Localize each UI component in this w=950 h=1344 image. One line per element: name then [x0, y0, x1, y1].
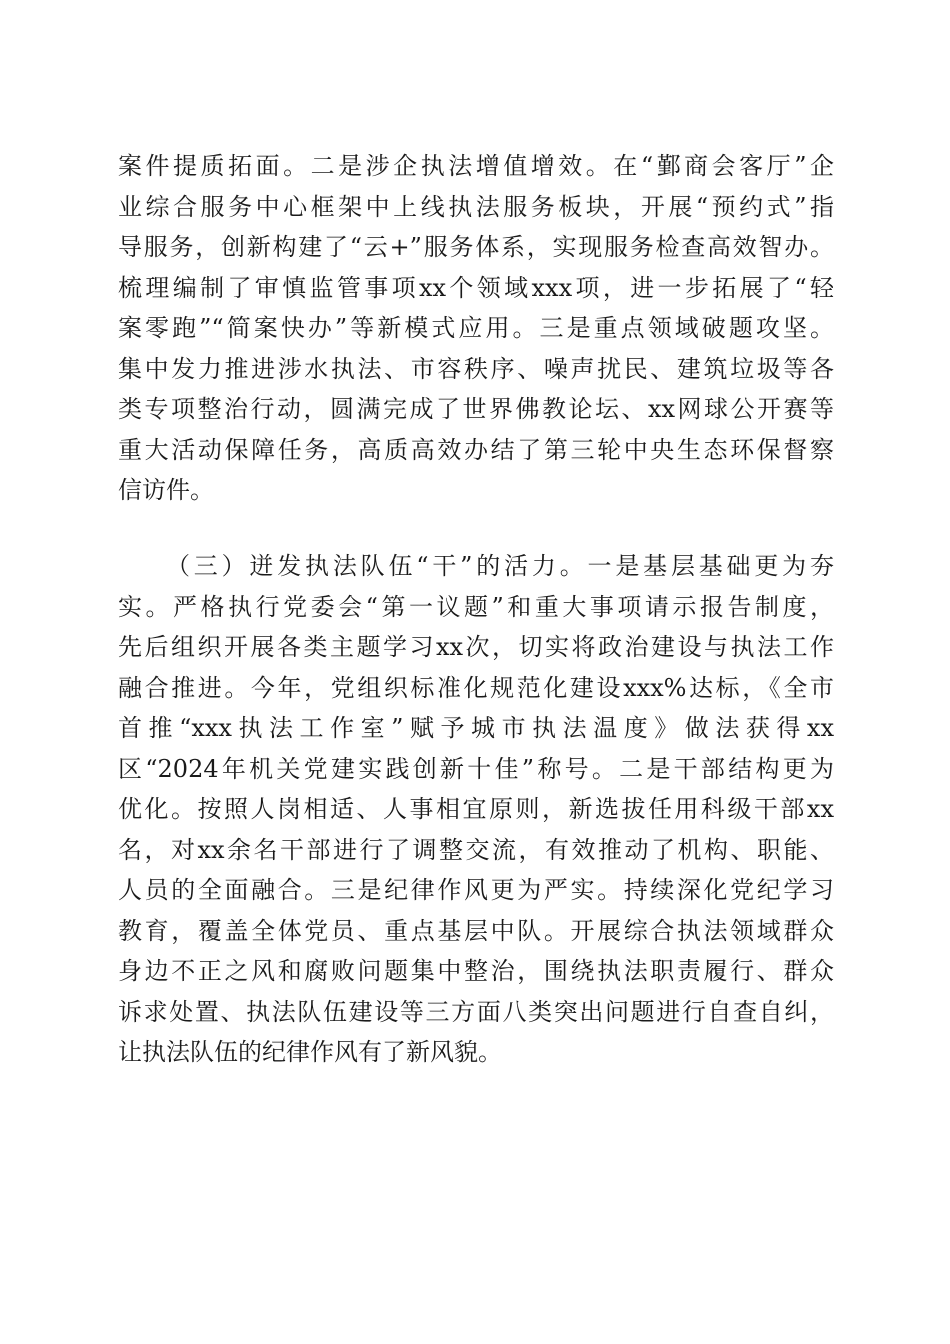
paragraph-heading-line: （三）迸发执法队伍“干”的活力。一是基层基础更为夯 [166, 552, 834, 580]
paragraph-line: 区“2024年机关党建实践创新十佳”称号。二是干部结构更为 [118, 754, 834, 783]
paragraph-line: 融合推进。今年，党组织标准化规范化建设xxx%达标，《全市 [118, 673, 834, 702]
paragraph-line: 导服务，创新构建了“云+”服务体系，实现服务检查高效智办。 [118, 233, 834, 261]
paragraph-line: 首推“xxx执法工作室”赋予城市执法温度》做法获得xx [118, 714, 834, 742]
paragraph-line: 业综合服务中心框架中上线执法服务板块，开展“预约式”指 [118, 192, 834, 221]
paragraph-2 [118, 546, 834, 1073]
paragraph-line: 让执法队伍的纪律作风有了新风貌。 [118, 1038, 502, 1066]
paragraph-line: 先后组织开展各类主题学习xx次，切实将政治建设与执法工作 [118, 633, 834, 661]
paragraph-line: 信访件。 [118, 476, 214, 504]
paragraph-line: 身边不正之风和腐败问题集中整治，围绕执法职责履行、群众 [118, 957, 834, 985]
paragraph-line: 教育，覆盖全体党员、重点基层中队。开展综合执法领域群众 [118, 916, 834, 945]
paragraph-line: 诉求处置、执法队伍建设等三方面八类突出问题进行自查自纠， [118, 997, 834, 1026]
paragraph-1 [118, 146, 834, 511]
paragraph-line: 案件提质拓面。二是涉企执法增值增效。在“鄞商会客厅”企 [118, 152, 834, 180]
paragraph-line: 集中发力推进涉水执法、市容秩序、噪声扰民、建筑垃圾等各 [118, 354, 834, 383]
paragraph-line: 实。严格执行党委会“第一议题”和重大事项请示报告制度， [118, 592, 834, 621]
paragraph-line: 人员的全面融合。三是纪律作风更为严实。持续深化党纪学习 [118, 876, 834, 904]
paragraph-line: 名，对xx余名干部进行了调整交流，有效推动了机构、职能、 [118, 835, 834, 864]
paragraph-line: 类专项整治行动，圆满完成了世界佛教论坛、xx网球公开赛等 [118, 395, 834, 423]
paragraph-line: 案零跑”“简案快办”等新模式应用。三是重点领域破题攻坚。 [118, 314, 834, 342]
paragraph-line: 重大活动保障任务，高质高效办结了第三轮中央生态环保督察 [118, 435, 834, 464]
paragraph-line: 梳理编制了审慎监管事项xx个领域xxx项，进一步拓展了“轻 [118, 273, 834, 302]
paragraph-line: 优化。按照人岗相适、人事相宜原则，新选拔任用科级干部xx [118, 795, 834, 823]
